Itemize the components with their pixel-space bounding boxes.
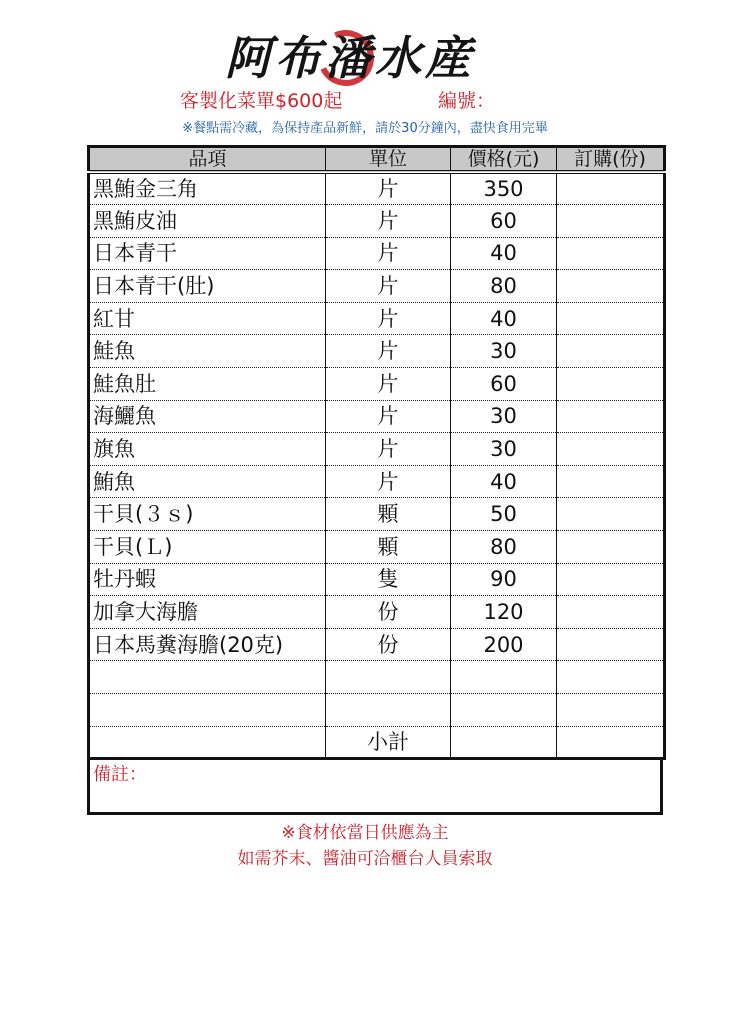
order-qty-cell[interactable] — [557, 302, 665, 335]
item-name: 牡丹蝦 — [89, 563, 326, 596]
item-name: 鮭魚肚 — [89, 368, 326, 401]
menu-order-table — [87, 145, 666, 760]
item-name: 日本青干 — [89, 237, 326, 270]
item-price: 60 — [451, 368, 557, 401]
table-row — [89, 531, 665, 564]
table-header-row — [89, 147, 665, 173]
storage-notice: ※餐點需冷藏，為保持產品新鮮，請於30分鐘內，盡快食用完畢 — [182, 121, 548, 136]
column-header-price: 價格(元) — [451, 147, 557, 173]
order-qty-cell[interactable] — [557, 172, 665, 205]
item-unit: 片 — [326, 302, 451, 335]
table-row — [89, 661, 665, 694]
item-price: 50 — [451, 498, 557, 531]
item-price: 200 — [451, 628, 557, 661]
order-qty-cell[interactable] — [557, 237, 665, 270]
table-row — [89, 498, 665, 531]
item-name: 日本馬糞海膽(20克) — [89, 628, 326, 661]
item-unit: 片 — [326, 335, 451, 368]
item-unit: 片 — [326, 205, 451, 238]
item-price: 30 — [451, 433, 557, 466]
item-unit: 片 — [326, 433, 451, 466]
item-price: 80 — [451, 270, 557, 303]
remarks-label: 備註： — [93, 764, 147, 785]
item-name: 鮭魚 — [89, 335, 326, 368]
item-name: 旗魚 — [89, 433, 326, 466]
order-qty-cell[interactable] — [557, 400, 665, 433]
item-name: 黑鮪皮油 — [89, 205, 326, 238]
item-unit: 份 — [326, 596, 451, 629]
table-row — [89, 368, 665, 401]
order-qty-cell[interactable] — [557, 531, 665, 564]
item-name — [89, 661, 326, 694]
table-row — [89, 628, 665, 661]
item-unit: 片 — [326, 172, 451, 205]
item-name: 黑鮪金三角 — [89, 172, 326, 205]
order-qty-cell[interactable] — [557, 465, 665, 498]
footer-notes — [0, 820, 730, 872]
item-price: 40 — [451, 237, 557, 270]
order-qty-cell[interactable] — [557, 661, 665, 694]
item-name: 鮪魚 — [89, 465, 326, 498]
subtotal-qty-cell[interactable] — [557, 726, 665, 759]
order-qty-cell[interactable] — [557, 596, 665, 629]
table-row — [89, 596, 665, 629]
table-row — [89, 563, 665, 596]
column-header-unit: 單位 — [326, 147, 451, 173]
item-unit: 份 — [326, 628, 451, 661]
item-unit: 隻 — [326, 563, 451, 596]
item-name: 干貝(Ｌ) — [89, 531, 326, 564]
order-qty-cell[interactable] — [557, 498, 665, 531]
item-name: 干貝(３ｓ) — [89, 498, 326, 531]
subtotal-label: 小計 — [326, 726, 451, 759]
item-unit — [326, 661, 451, 694]
order-qty-cell[interactable] — [557, 628, 665, 661]
table-row — [89, 205, 665, 238]
order-qty-cell[interactable] — [557, 694, 665, 727]
item-price: 120 — [451, 596, 557, 629]
item-unit: 片 — [326, 400, 451, 433]
footer-supply-note: ※食材依當日供應為主 — [281, 823, 449, 843]
item-price: 80 — [451, 531, 557, 564]
item-name: 海鱺魚 — [89, 400, 326, 433]
item-unit: 片 — [326, 237, 451, 270]
item-price: 350 — [451, 172, 557, 205]
brand-logo — [200, 28, 500, 88]
table-row — [89, 335, 665, 368]
item-price: 90 — [451, 563, 557, 596]
subtitle-line — [0, 88, 730, 114]
remarks-box[interactable] — [87, 758, 663, 815]
footer-condiment-note: 如需芥末、醬油可洽櫃台人員索取 — [237, 849, 493, 869]
item-name — [89, 694, 326, 727]
table-row — [89, 433, 665, 466]
column-header-order-qty: 訂購(份) — [557, 147, 665, 173]
subtotal-price-cell[interactable] — [451, 726, 557, 759]
order-qty-cell[interactable] — [557, 205, 665, 238]
item-price: 40 — [451, 465, 557, 498]
table-row — [89, 694, 665, 727]
subtotal-row — [89, 726, 665, 759]
item-price — [451, 661, 557, 694]
table-row — [89, 302, 665, 335]
order-qty-cell[interactable] — [557, 335, 665, 368]
order-qty-cell[interactable] — [557, 563, 665, 596]
subtotal-empty-cell — [89, 726, 326, 759]
item-price: 30 — [451, 335, 557, 368]
column-header-item: 品項 — [89, 147, 326, 173]
item-name: 加拿大海膽 — [89, 596, 326, 629]
table-row — [89, 237, 665, 270]
menu-subtitle: 客製化菜單$600起 — [180, 90, 343, 112]
item-name: 紅甘 — [89, 302, 326, 335]
logo-text: 阿布潘水産 — [225, 31, 475, 85]
table-row — [89, 465, 665, 498]
item-unit — [326, 694, 451, 727]
serial-number-label: 編號： — [438, 90, 496, 112]
order-qty-cell[interactable] — [557, 270, 665, 303]
item-name: 日本青干(肚) — [89, 270, 326, 303]
item-price — [451, 694, 557, 727]
item-unit: 片 — [326, 368, 451, 401]
table-row — [89, 400, 665, 433]
item-price: 30 — [451, 400, 557, 433]
item-unit: 片 — [326, 270, 451, 303]
table-row — [89, 172, 665, 205]
item-unit: 顆 — [326, 531, 451, 564]
item-price: 60 — [451, 205, 557, 238]
table-row — [89, 270, 665, 303]
order-qty-cell[interactable] — [557, 368, 665, 401]
item-unit: 顆 — [326, 498, 451, 531]
item-price: 40 — [451, 302, 557, 335]
item-unit: 片 — [326, 465, 451, 498]
order-qty-cell[interactable] — [557, 433, 665, 466]
